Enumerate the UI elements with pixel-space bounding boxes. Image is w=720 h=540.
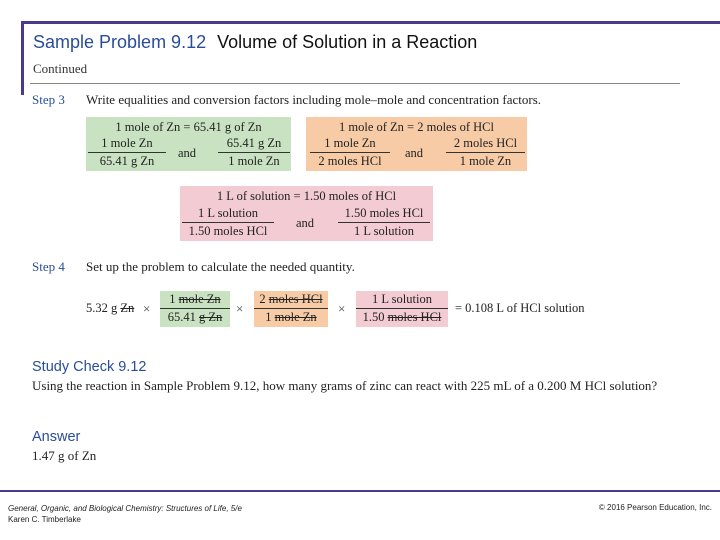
cancelled-unit: mole Zn [274,310,317,324]
top-border [21,21,720,24]
cancelled-unit: Zn [120,301,135,315]
mole-factor-2 [446,136,525,169]
cancelled-unit: moles HCl [387,310,442,324]
fraction-denominator: 1 mole Zn [265,310,317,324]
given-quantity: 5.32 g Zn [86,301,135,315]
fraction-denominator: 65.41 g Zn [167,310,223,324]
factor-fraction [160,292,230,325]
zn-factor-1 [88,136,166,169]
fraction-bar [446,152,525,153]
study-check-title: Study Check 9.12 [32,359,147,375]
answer-title: Answer [32,429,81,445]
fraction-bar [88,152,166,153]
problem-title: Volume of Solution in a Reaction [217,32,478,52]
concentration-equality: 1 L of solution = 1.50 moles of HCl [216,189,397,203]
mole-ratio-box [306,117,527,171]
step3-label: Step 3 [32,92,65,107]
fraction-denominator: 1.50 moles HCl [362,310,442,324]
fraction-numerator: 1 mole Zn [101,136,153,150]
fraction-numerator: 1.50 moles HCl [344,206,424,220]
footer-divider [0,490,720,492]
step4-label: Step 4 [32,259,65,274]
fraction-denominator: 1 mole Zn [228,154,280,168]
step4-text: Set up the problem to calculate the needed quantity. [86,259,355,274]
concentration-factor-2 [338,206,430,239]
left-border [21,21,24,95]
author-name: Karen C. Timberlake [8,515,81,524]
zn-equality: 1 mole of Zn = 65.41 g of Zn [115,120,262,134]
and-label: and [405,146,424,160]
fraction-bar [218,152,290,153]
step4-factor-1 [160,291,230,327]
mole-factor-1 [310,136,390,169]
fraction-numerator: 1 L solution [198,206,258,220]
problem-number: Sample Problem 9.12 [33,32,207,52]
fraction-bar [160,308,230,309]
fraction-numerator: 1 mole Zn [169,292,221,306]
study-check-text: Using the reaction in Sample Problem 9.12, how many grams of zinc can react with 225 mL of a 0.200 M HCl solution? [32,378,658,393]
fraction-numerator: 2 moles HCl [453,136,518,150]
footer-citation [8,503,242,525]
factor-fraction [254,292,328,325]
concentration-box [180,186,433,241]
copyright: © 2016 Pearson Education, Inc. [598,503,712,512]
cancelled-unit: g Zn [198,310,223,324]
times-sign: × [236,301,244,316]
book-title: General, Organic, and Biological Chemistry: Structures of Life, 5/e [8,504,242,513]
factor-fraction [356,292,448,325]
step3-text: Write equalities and conversion factors including mole–mole and concentration factors. [86,92,542,107]
zn-factor-2 [218,136,290,169]
fraction-denominator: 1 mole Zn [459,154,512,168]
answer-text: 1.47 g of Zn [32,448,97,463]
mole-equality: 1 mole of Zn = 2 moles of HCl [339,120,494,134]
fraction-denominator: 65.41 g Zn [99,154,155,168]
cancelled-unit: moles HCl [268,292,323,306]
cancelled-unit: mole Zn [178,292,221,306]
zn-conversion-box [86,117,291,171]
fraction-bar [310,152,390,153]
and-label: and [296,216,315,230]
concentration-factor-1 [182,206,274,239]
fraction-numerator: 1 L solution [372,292,432,306]
step4-result: = 0.108 L of HCl solution [455,301,585,315]
fraction-bar [254,308,328,309]
fraction-denominator: 2 moles HCl [318,154,382,168]
fraction-denominator: 1.50 moles HCl [188,224,268,238]
fraction-bar [356,308,448,309]
times-sign: × [338,301,346,316]
fraction-numerator: 1 mole Zn [324,136,376,150]
continued-label: Continued [33,61,88,76]
step4-factor-2 [254,291,328,327]
times-sign: × [143,301,151,316]
and-label: and [178,146,197,160]
step4-factor-3 [356,291,448,327]
slide-title [33,32,477,53]
fraction-denominator: 1 L solution [354,224,414,238]
fraction-bar [338,222,430,223]
fraction-numerator: 2 moles HCl [259,292,323,306]
fraction-bar [182,222,274,223]
header-divider [30,83,680,84]
fraction-numerator: 65.41 g Zn [226,136,282,150]
